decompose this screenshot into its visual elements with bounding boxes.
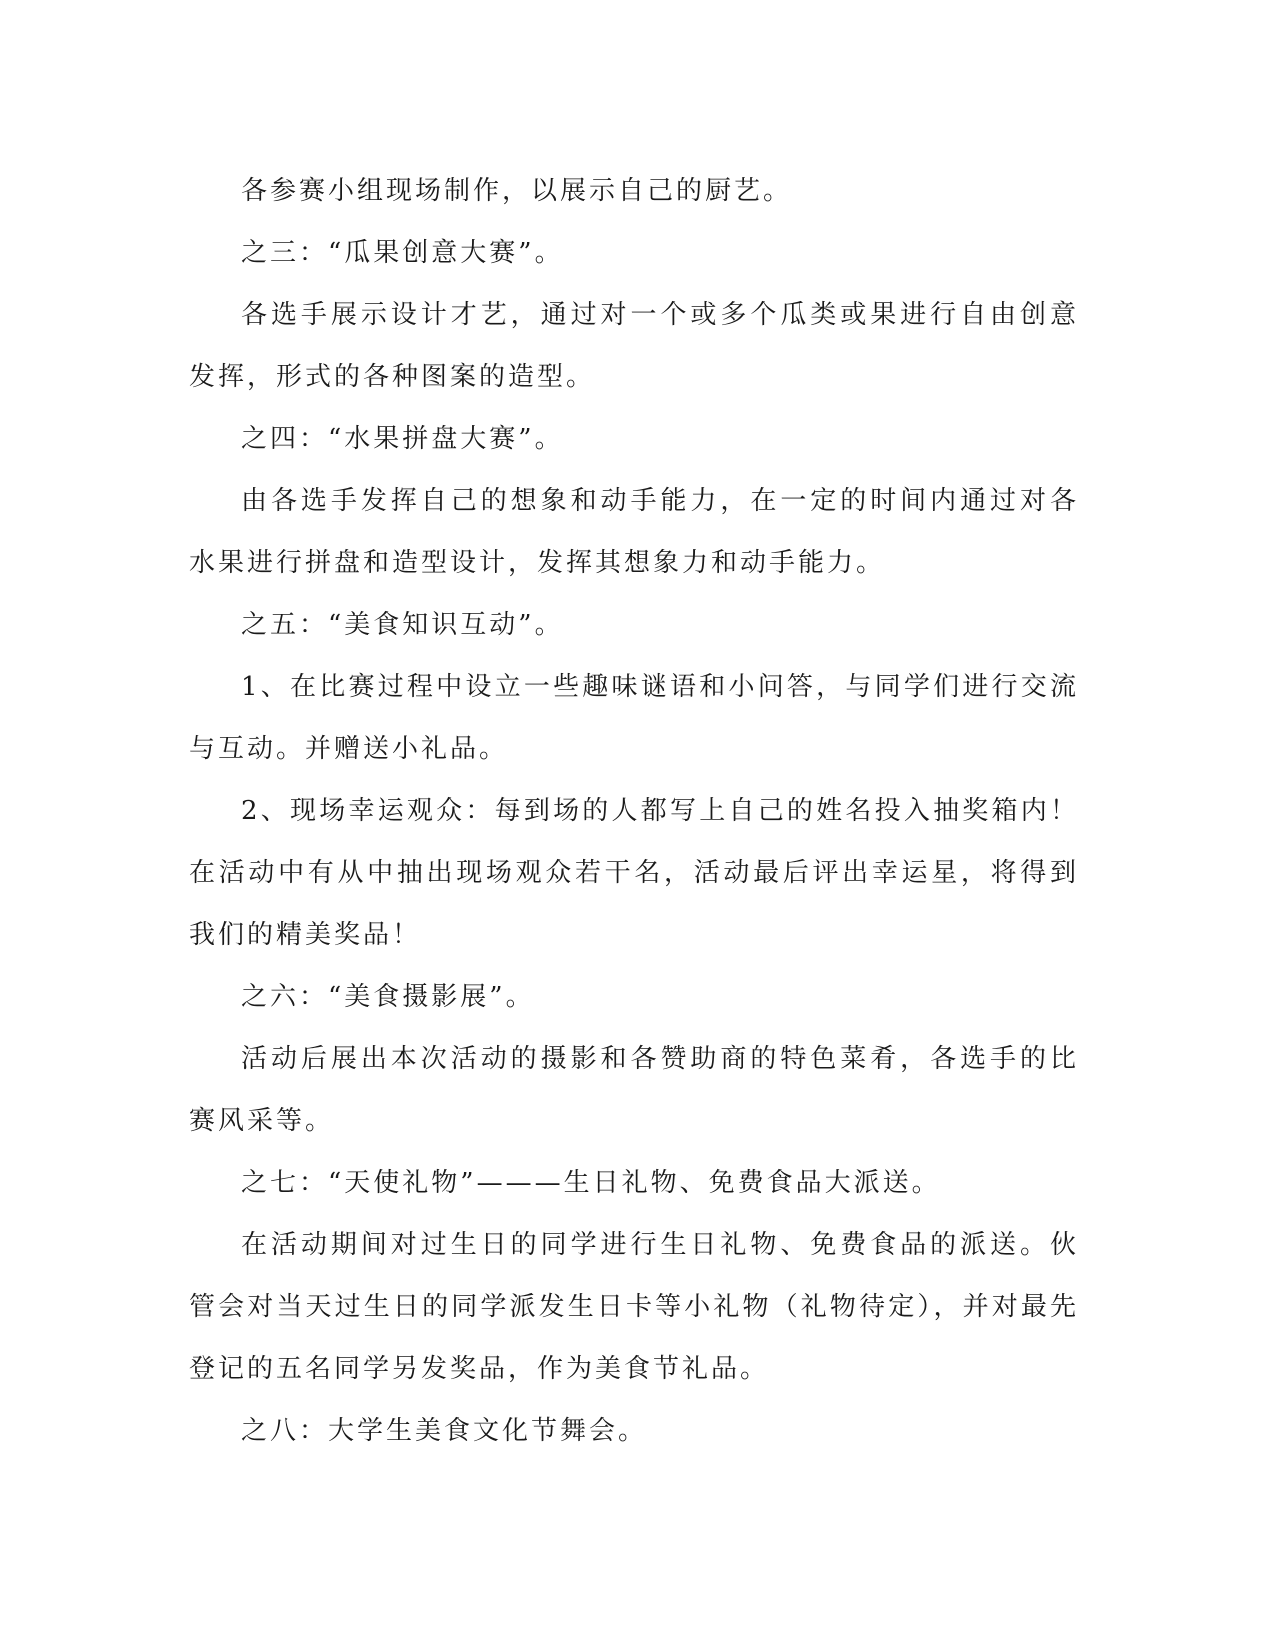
- paragraph: 由各选手发挥自己的想象和动手能力，在一定的时间内通过对各水果进行拼盘和造型设计，发挥其想象力和动手能力。: [189, 486, 1079, 578]
- paragraph: 1、在比赛过程中设立一些趣味谜语和小问答，与同学们进行交流与互动。并赠送小礼品。: [189, 672, 1079, 764]
- section-heading: 之三：“瓜果创意大赛”。: [241, 238, 564, 268]
- paragraph: 2、现场幸运观众：每到场的人都写上自己的姓名投入抽奖箱内！在活动中有从中抽出现场观众若干名，活动最后评出幸运星，将得到我们的精美奖品！: [189, 796, 1079, 950]
- paragraph: 各选手展示设计才艺，通过对一个或多个瓜类或果进行自由创意发挥，形式的各种图案的造型。: [189, 300, 1079, 392]
- paragraph: 各参赛小组现场制作，以展示自己的厨艺。: [241, 176, 793, 206]
- section-heading: 之六：“美食摄影展”。: [241, 982, 535, 1012]
- section-heading: 之五：“美食知识互动”。: [241, 610, 564, 640]
- paragraph: 在活动期间对过生日的同学进行生日礼物、免费食品的派送。伙管会对当天过生日的同学派发生日卡等小礼物（礼物待定），并对最先登记的五名同学另发奖品，作为美食节礼品。: [189, 1230, 1079, 1384]
- section-heading: 之四：“水果拼盘大赛”。: [241, 424, 564, 454]
- paragraph: 活动后展出本次活动的摄影和各赞助商的特色菜肴，各选手的比赛风采等。: [189, 1044, 1079, 1136]
- section-heading: 之八：大学生美食文化节舞会。: [241, 1416, 648, 1446]
- section-heading: 之七：“天使礼物”———生日礼物、免费食品大派送。: [241, 1168, 941, 1198]
- document-body: [189, 160, 1079, 1462]
